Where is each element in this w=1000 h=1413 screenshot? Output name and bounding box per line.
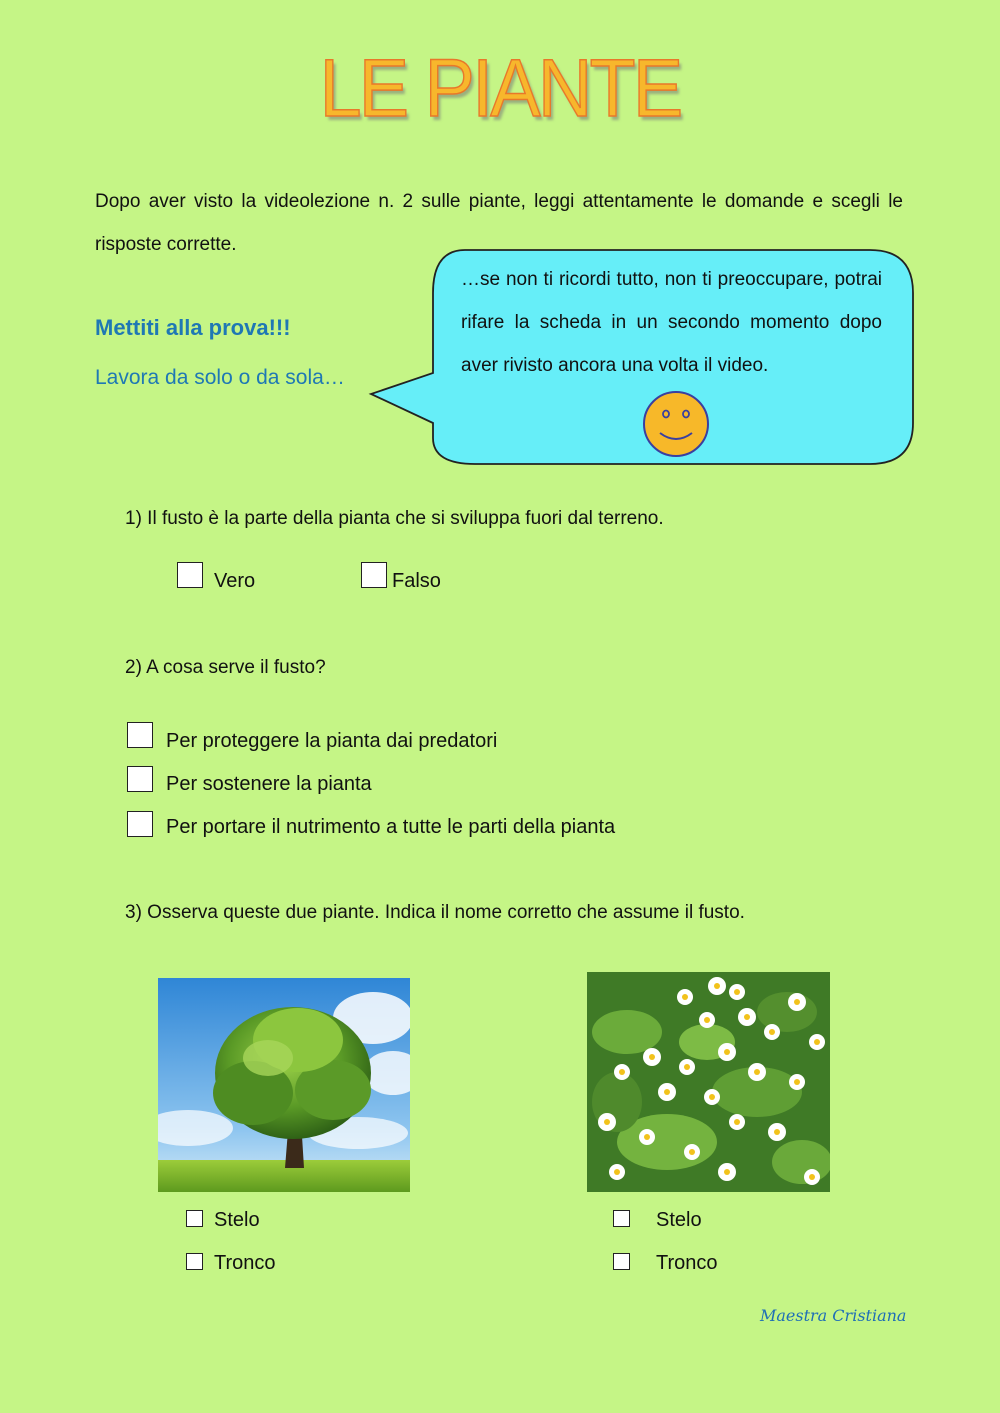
question-1: 1) Il fusto è la parte della pianta che si sviluppa fuori dal terreno. xyxy=(125,508,664,529)
checkbox-vero[interactable] xyxy=(177,562,203,588)
bubble-text: …se non ti ricordi tutto, non ti preoccupare, potrai rifare la scheda in un secondo momento dopo aver rivisto ancora una volta il video. xyxy=(461,269,882,376)
checkbox-nutrimento[interactable] xyxy=(127,811,153,837)
page-title: LE PIANTE xyxy=(319,43,681,134)
question-2: 2) A cosa serve il fusto? xyxy=(125,657,326,678)
tree-stelo-label: Stelo xyxy=(214,1209,260,1231)
checkbox-predatori[interactable] xyxy=(127,722,153,748)
option-sostenere-label: Per sostenere la pianta xyxy=(166,773,372,795)
signature: Maestra Cristiana xyxy=(760,1306,907,1325)
checkbox-sostenere[interactable] xyxy=(127,766,153,792)
option-predatori-label: Per proteggere la pianta dai predatori xyxy=(166,730,498,752)
work-alone-text: Lavora da solo o da sola… xyxy=(95,366,345,389)
question-3: 3) Osserva queste due piante. Indica il nome corretto che assume il fusto. xyxy=(125,902,745,923)
checkbox-tree-tronco[interactable] xyxy=(186,1253,203,1270)
daisy-photo xyxy=(587,972,830,1192)
challenge-heading: Mettiti alla prova!!! xyxy=(95,315,291,340)
checkbox-daisy-stelo[interactable] xyxy=(613,1210,630,1227)
daisy-stelo-label: Stelo xyxy=(656,1209,702,1231)
daisy-tronco-label: Tronco xyxy=(656,1252,718,1274)
tree-photo xyxy=(158,978,410,1192)
smiley-icon xyxy=(640,389,712,461)
option-vero-label: Vero xyxy=(214,570,256,592)
checkbox-tree-stelo[interactable] xyxy=(186,1210,203,1227)
checkbox-falso[interactable] xyxy=(361,562,387,588)
tree-tronco-label: Tronco xyxy=(214,1252,276,1274)
intro-text: Dopo aver visto la videolezione n. 2 sulle piante, leggi attentamente le domande e scegli le risposte corrette. xyxy=(95,191,903,255)
checkbox-daisy-tronco[interactable] xyxy=(613,1253,630,1270)
option-falso-label: Falso xyxy=(392,570,441,592)
option-nutrimento-label: Per portare il nutrimento a tutte le parti della pianta xyxy=(166,816,616,838)
